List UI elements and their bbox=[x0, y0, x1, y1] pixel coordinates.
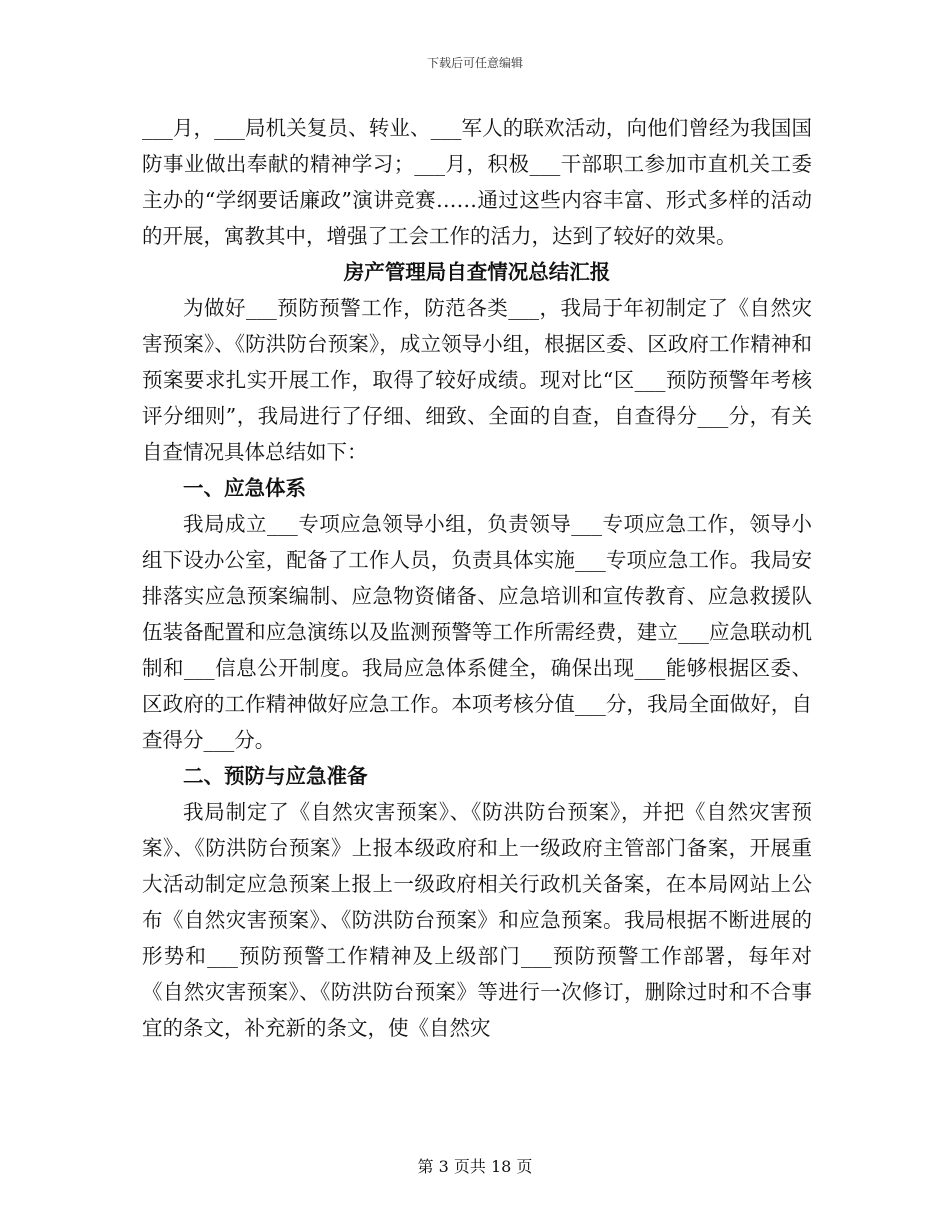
section-heading-emergency-system: 一、应急体系 bbox=[183, 476, 306, 500]
section-paragraph-prevention-preparation: 我局制定了《自然灾害预案》、《防洪防台预案》，并把《自然灾害预案》、《防洪防台预案》上报本级政府和上一级政府主管部门备案，开展重大活动制定应急预案上报上一级政府相关行政机关备案，在本局网站上公布《自然灾害预案》、《防洪防台预案》和应急预案。我局根据不断进展的形势和___预防预警工作精神及上级部门___预防预警工作部署，每年对《自然灾害预案》、《防洪防台预案》等进行一次修订，删除过时和不合事宜的条文，补充新的条文，使《自然灾 bbox=[142, 800, 812, 1040]
document-body bbox=[142, 110, 812, 1046]
intro-paragraph: ___月，___局机关复员、转业、___军人的联欢活动，向他们曾经为我国国防事业做出奉献的精神学习；___月，积极___干部职工参加市直机关工委主办的“学纲要话廉政”演讲竞赛……通过这些内容丰富、形式多样的活动的开展，寓教其中，增强了工会工作的活力，达到了较好的效果。 bbox=[142, 116, 812, 248]
section-heading-prevention-preparation: 二、预防与应急准备 bbox=[183, 764, 368, 788]
section-paragraph-emergency-system: 我局成立___专项应急领导小组，负责领导___专项应急工作，领导小组下设办公室，配备了工作人员，负责具体实施___专项应急工作。我局安排落实应急预案编制、应急物资储备、应急培训和宣传教育、应急救援队伍装备配置和应急演练以及监测预警等工作所需经费，建立___应急联动机制和___信息公开制度。我局应急体系健全，确保出现___能够根据区委、区政府的工作精神做好应急工作。本项考核分值___分，我局全面做好，自查得分___分。 bbox=[142, 512, 812, 752]
document-title: 房产管理局自查情况总结汇报 bbox=[343, 260, 611, 284]
page-number-footer: 第 3 页共 18 页 bbox=[417, 1157, 533, 1176]
page-header-note: 下载后可任意编辑 bbox=[426, 56, 523, 70]
opening-paragraph: 为做好___预防预警工作，防范各类___，我局于年初制定了《自然灾害预案》、《防洪防台预案》，成立领导小组，根据区委、区政府工作精神和预案要求扎实开展工作，取得了较好成绩。现对比“区___预防预警年考核评分细则”，我局进行了仔细、细致、全面的自查，自查得分___分，有关自查情况具体总结如下： bbox=[142, 296, 812, 464]
